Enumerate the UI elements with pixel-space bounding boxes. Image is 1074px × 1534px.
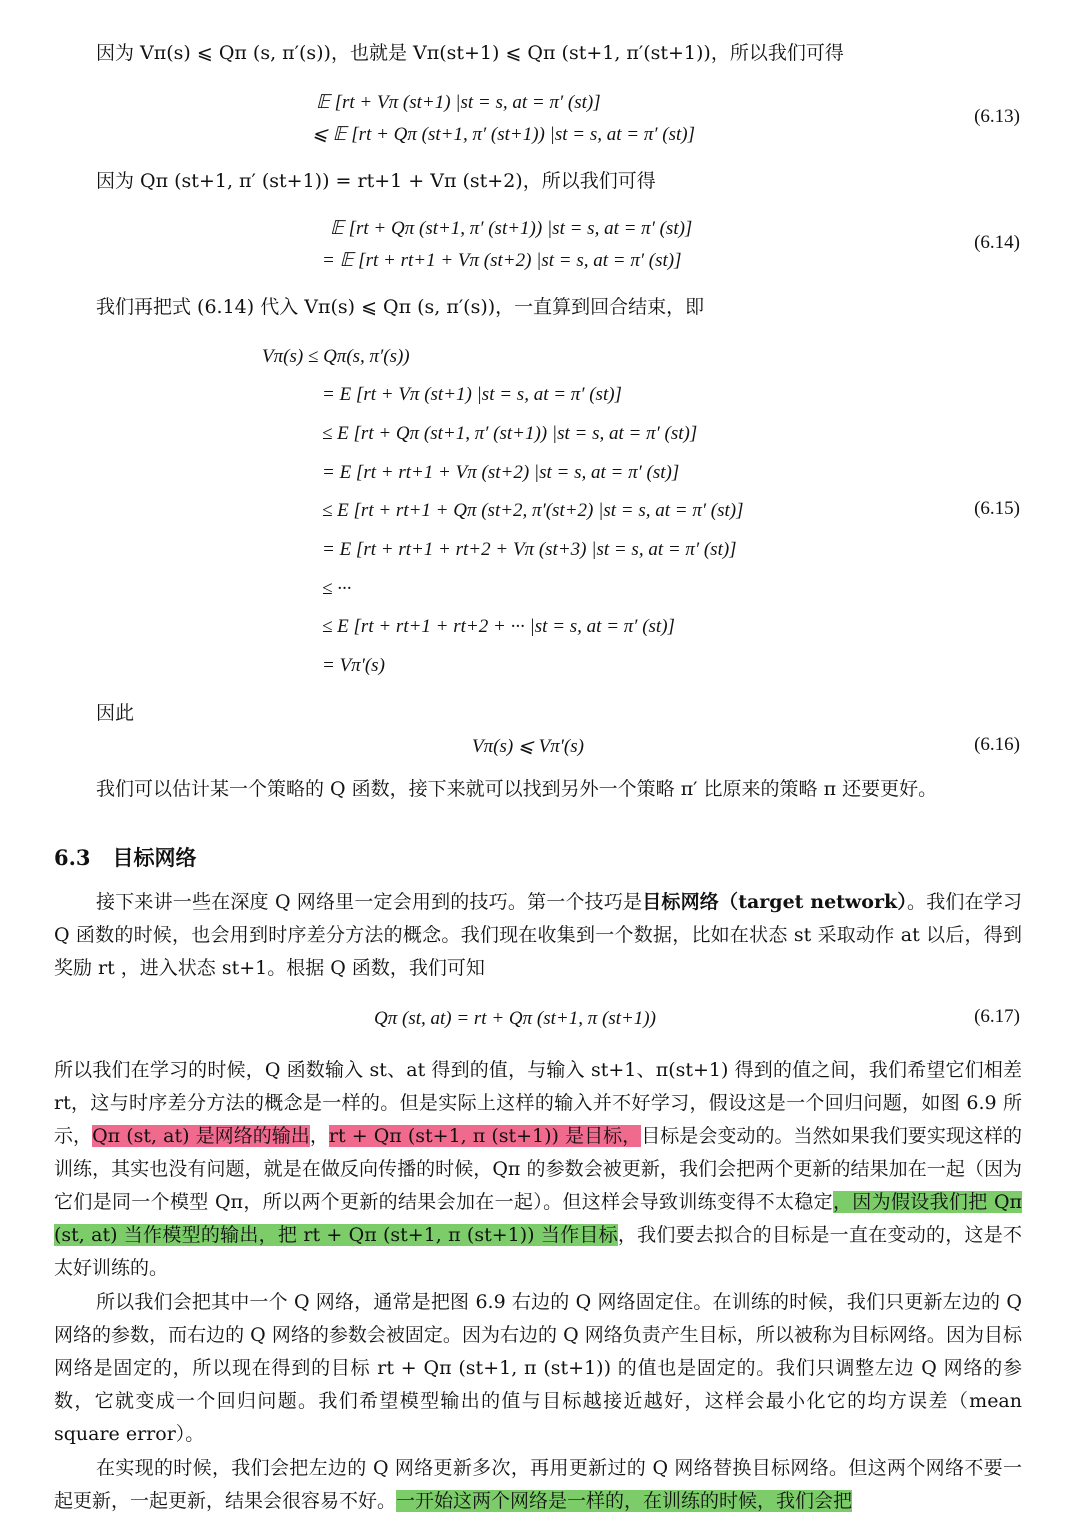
equation-6-13-line-1: 𝔼 [rt + Vπ (st+1) |st = s, at = π′ (st)] (316, 92, 601, 113)
paragraph-2-comma: ， (309, 1125, 329, 1147)
text-line-4: 因此 (96, 702, 135, 724)
equation-6-17: Qπ (st, at) = rt + Qπ (st+1, π (st+1)) (374, 1008, 656, 1029)
equation-number-6-15: (6.15) (974, 498, 1020, 519)
equation-6-15-line-1: Vπ(s) ≤ Qπ(s, π′(s)) (262, 346, 410, 367)
equation-6-15-line-8: ≤ E [rt + rt+1 + rt+2 + ··· |st = s, at = π′ (st)] (322, 616, 675, 637)
equation-number-6-16: (6.16) (974, 734, 1020, 755)
text-line-2: 因为 Qπ (st+1, π′ (st+1)) = rt+1 + Vπ (st+2)，所以我们可得 (96, 170, 656, 192)
paragraph-1 (54, 886, 1022, 985)
equation-6-15-line-5: ≤ E [rt + rt+1 + Qπ (st+2, π′(st+2) |st = s, at = π′ (st)] (322, 500, 744, 521)
term-target-network: 目标网络（target network） (642, 891, 908, 913)
equation-6-15-line-9: = Vπ′(s) (322, 655, 385, 676)
paragraph-4 (54, 1452, 1022, 1518)
equation-6-15-line-2: = E [rt + Vπ (st+1) |st = s, at = π′ (st)] (322, 384, 622, 405)
paragraph-2-part-g: ，我们要去拟合的目标是一直在变动的，这是不太好训练的。 (54, 1224, 1022, 1279)
equation-number-6-13: (6.13) (974, 106, 1020, 127)
highlight-network-output: Qπ (st, at) 是网络的输出 (92, 1125, 310, 1147)
section-number: 6.3 (54, 845, 91, 870)
highlight-target: rt + Qπ (st+1, π (st+1)) 是目标， (328, 1125, 642, 1147)
section-title: 目标网络 (112, 845, 197, 870)
paragraph-2 (54, 1054, 1022, 1285)
equation-6-15-line-3: ≤ E [rt + Qπ (st+1, π′ (st+1)) |st = s, at = π′ (st)] (322, 423, 698, 444)
paragraph-4-part-a: 在实现的时候，我们会把左边的 Q 网络更新多次，再用更新过的 Q 网络替换目标网络。但这两个网络不要一起更新，一起更新，结果会很容易不好。 (54, 1457, 1022, 1512)
section-heading (54, 842, 197, 872)
equation-number-6-17: (6.17) (974, 1006, 1020, 1027)
paragraph-1-part-a: 接下来讲一些在深度 Q 网络里一定会用到的技巧。第一个技巧是 (96, 891, 643, 913)
paragraph-2-part-a: 所以我们在学习的时候，Q 函数输入 st、at 得到的值，与输入 st+1、π(st+1) 得到的值之间，我们希望它们相差 rt，这与时序差分方法的概念是一样的。但是实际上这样的输入并不好学习，假设这是一个回归问题，如图 6.9 所示， (54, 1059, 1022, 1147)
highlight-unstable-reason: ，因为假设我们把 Qπ (st, at) 当作模型的输出，把 rt + Qπ (st+1, π (st+1)) 当作目标 (54, 1191, 1023, 1246)
text-line-1: 因为 Vπ(s) ⩽ Qπ (s, π′(s))，也就是 Vπ(st+1) ⩽ Qπ (st+1, π′(st+1))，所以我们可得 (96, 42, 844, 64)
equation-number-6-14: (6.14) (974, 232, 1020, 253)
equation-6-15-line-4: = E [rt + rt+1 + Vπ (st+2) |st = s, at = π′ (st)] (322, 462, 680, 483)
equation-6-15-line-7: ≤ ··· (322, 578, 352, 599)
equation-6-14-line-2: = 𝔼 [rt + rt+1 + Vπ (st+2) |st = s, at = π′ (st)] (322, 250, 682, 271)
highlight-networks-same: 一开始这两个网络是一样的，在训练的时候，我们会把 (396, 1490, 853, 1512)
text-line-3: 我们再把式 (6.14) 代入 Vπ(s) ⩽ Qπ (s, π′(s))，一直算到回合结束，即 (96, 296, 705, 318)
paragraph-3: 所以我们会把其中一个 Q 网络，通常是把图 6.9 右边的 Q 网络固定住。在训练的时候，我们只更新左边的 Q 网络的参数，而右边的 Q 网络的参数会被固定。因为右边的 Q 网络负责产生目标，所以被称为目标网络。因为目标网络是固定的，所以现在得到的目标 rt + Qπ (st+1, π (st+1)) 的值也是固定的。我们只调整左边 Q 网络的参数，它就变成一个回归问题。我们希望模型输出的值与目标越接近越好，这样会最小化它的均方误差（mean square error）。 (54, 1291, 1022, 1445)
equation-6-15-line-6: = E [rt + rt+1 + rt+2 + Vπ (st+3) |st = s, at = π′ (st)] (322, 539, 737, 560)
paragraph-2-part-e: 目标是会变动的。当然如果我们要实现这样的训练，其实也没有问题，就是在做反向传播的时候，Qπ 的参数会被更新，我们会把两个更新的结果加在一起（因为它们是同一个模型 Qπ，所以两个更新的结果会加在一起）。但这样会导致训练变得不太稳定 (54, 1125, 1022, 1213)
equation-6-14-line-1: 𝔼 [rt + Qπ (st+1, π′ (st+1)) |st = s, at = π′ (st)] (330, 218, 693, 239)
equation-6-16: Vπ(s) ⩽ Vπ′(s) (472, 736, 584, 757)
paragraph-1-part-c: 。我们在学习 Q 函数的时候，也会用到时序差分方法的概念。我们现在收集到一个数据，比如在状态 st 采取动作 at 以后，得到奖励 rt ，进入状态 st+1。根据 Q 函数，我们可知 (54, 891, 1022, 979)
text-line-5: 我们可以估计某一个策略的 Q 函数，接下来就可以找到另外一个策略 π′ 比原来的策略 π 还要更好。 (96, 778, 938, 800)
equation-6-13-line-2: ⩽ 𝔼 [rt + Qπ (st+1, π′ (st+1)) |st = s, at = π′ (st)] (312, 124, 695, 145)
